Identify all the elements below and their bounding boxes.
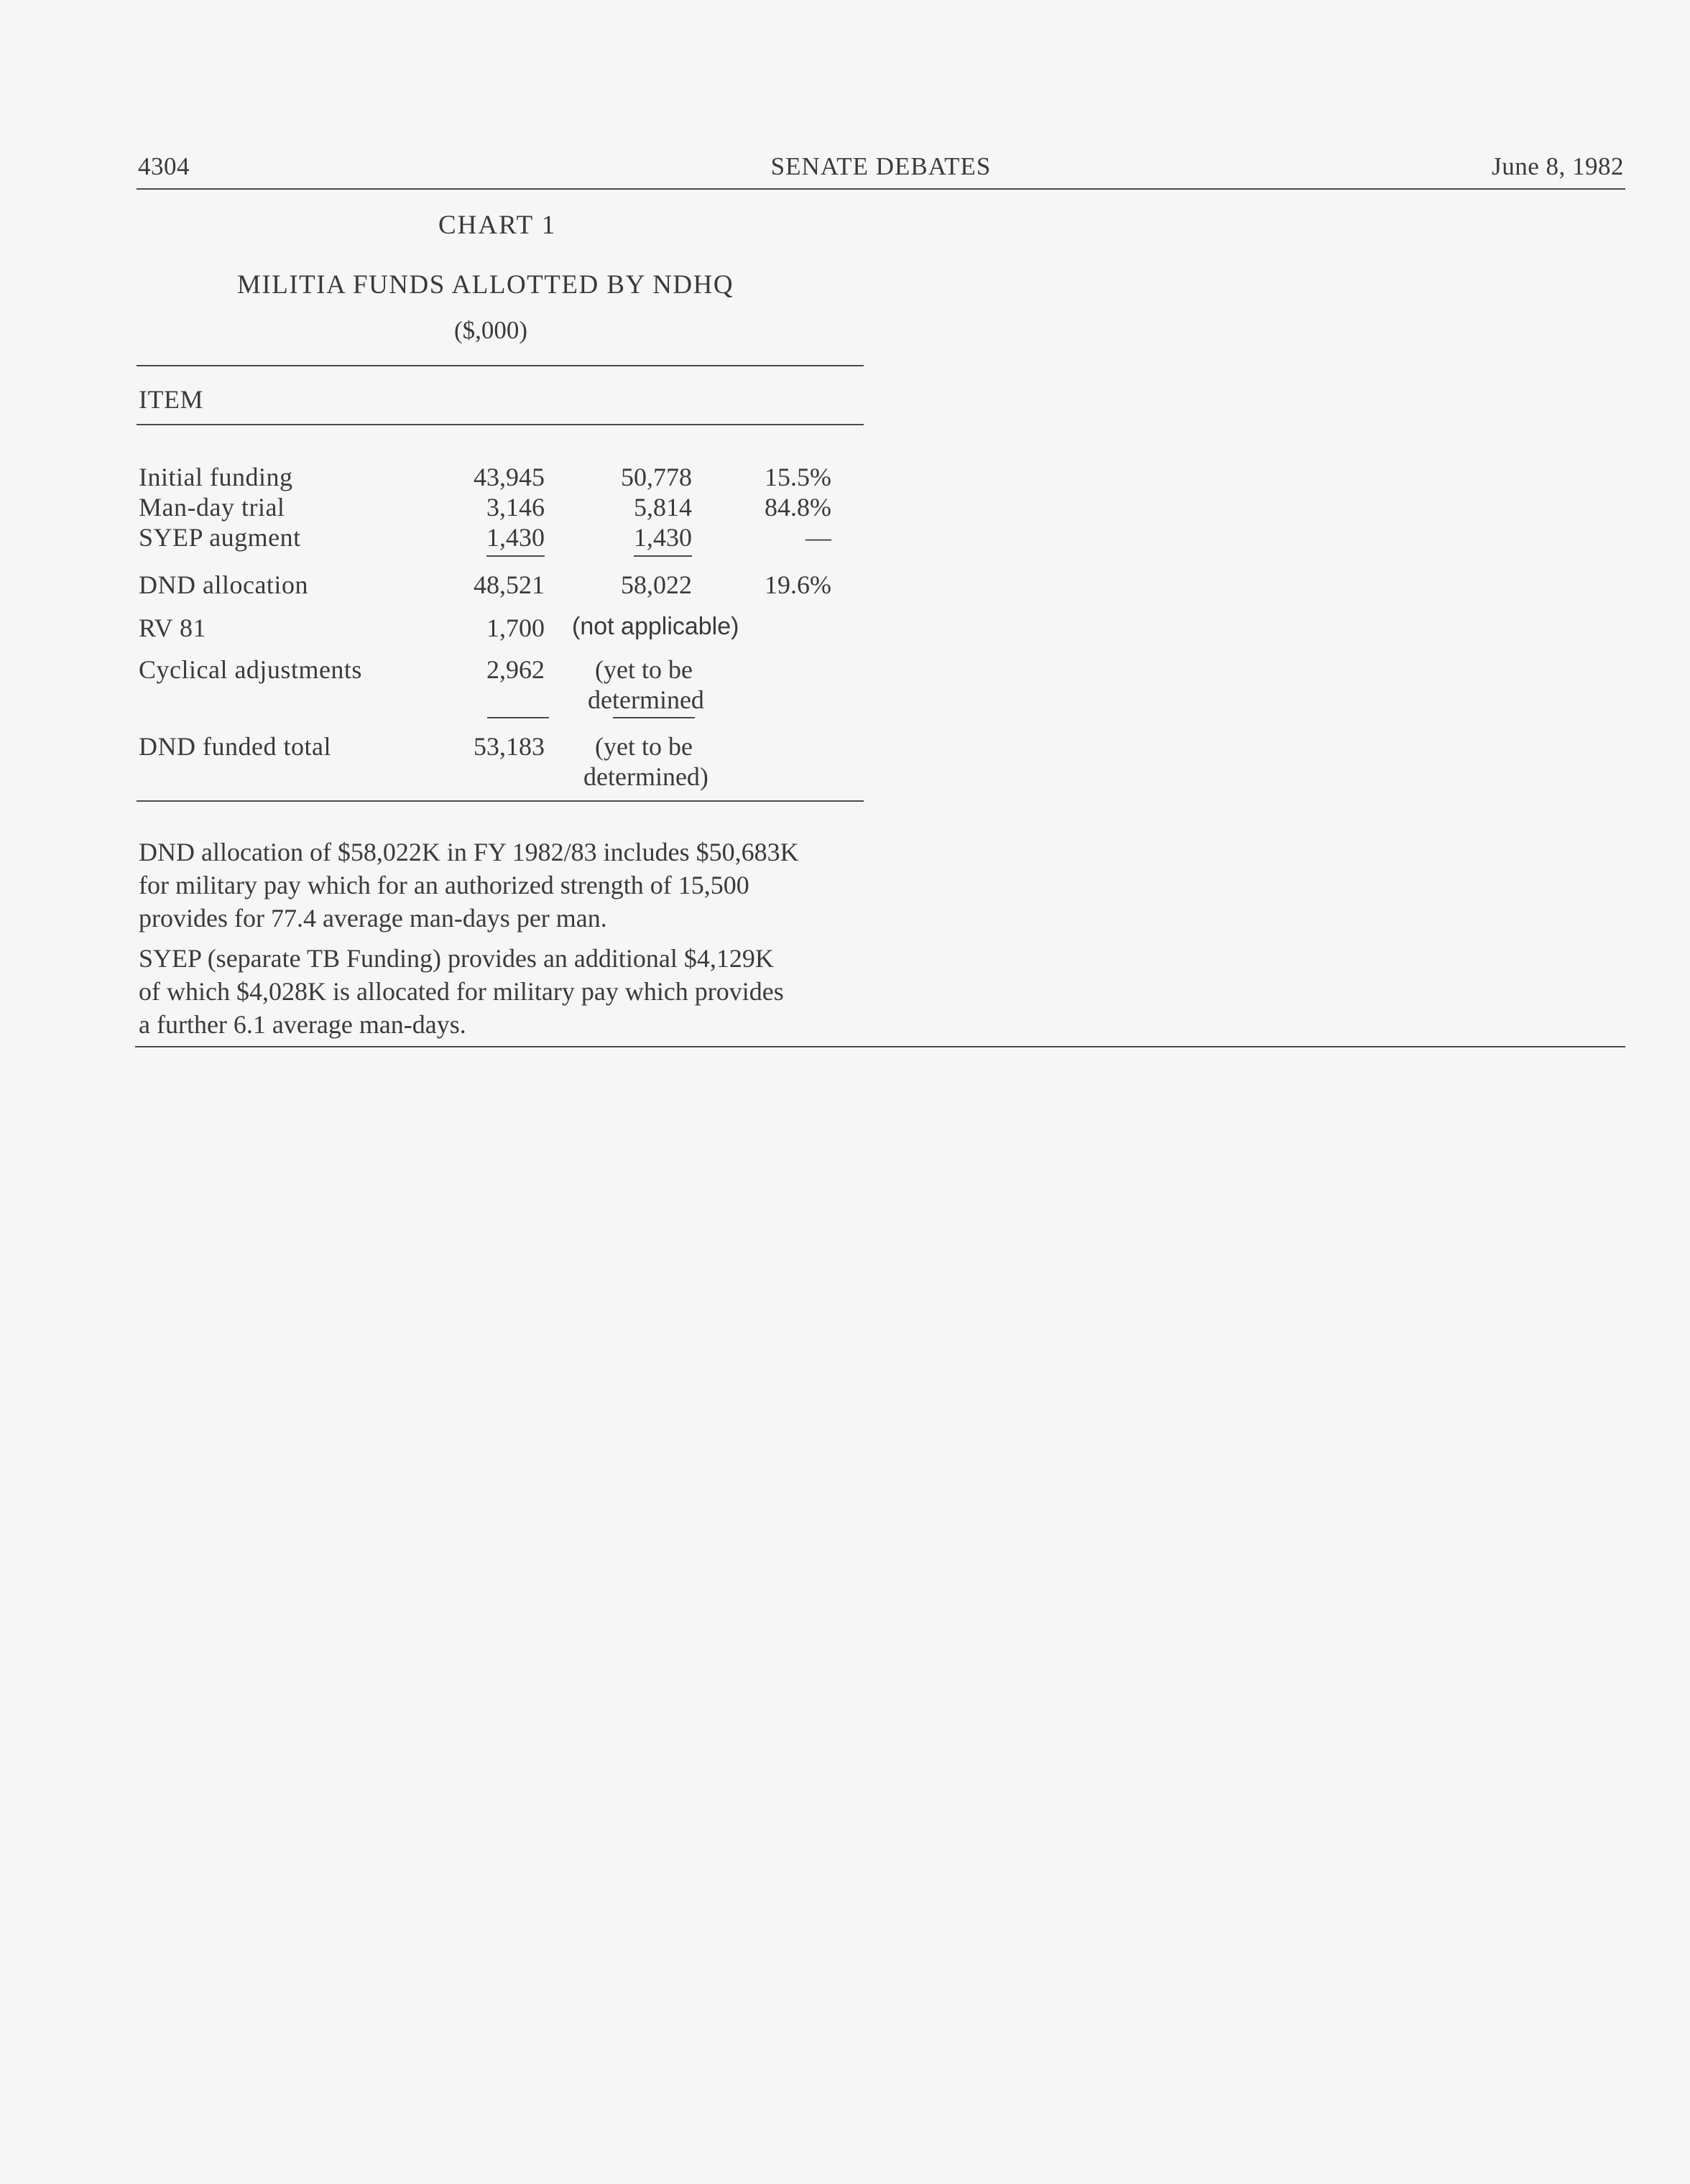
row-item: SYEP augment <box>139 523 301 552</box>
row-increase: 15.5% <box>765 463 831 491</box>
row-item: RV 81 <box>139 614 206 642</box>
row-increase: — <box>805 523 831 552</box>
row-1982: (not applicable) <box>572 613 739 640</box>
chart-title: MILITIA FUNDS ALLOTTED BY NDHQ <box>237 270 734 300</box>
row-1981: 48,521 <box>474 570 545 599</box>
note-line: a further 6.1 average man-days. <box>139 1010 466 1039</box>
publication-title: SENATE DEBATES <box>770 152 992 180</box>
header-bottom-rule <box>137 424 864 425</box>
row-item: Cyclical adjustments <box>139 655 362 684</box>
row-1982-line1: (yet to be <box>595 732 693 761</box>
page-date: June 8, 1982 <box>1492 152 1624 180</box>
note-paragraph <box>139 942 879 1041</box>
subtotal-rule-1982 <box>613 717 695 718</box>
row-1982: 58,022 <box>621 570 692 599</box>
row-item: Man-day trial <box>139 493 285 522</box>
row-1982: 50,778 <box>621 463 692 491</box>
row-1982-line1: (yet to be <box>595 655 693 684</box>
row-item: DND funded total <box>139 732 331 761</box>
row-item: DND allocation <box>139 570 308 599</box>
row-1981: 43,945 <box>474 463 545 491</box>
row-1981: 1,430 <box>486 522 545 557</box>
table-top-rule <box>137 365 864 366</box>
page-number: 4304 <box>138 152 190 180</box>
table-bottom-rule <box>137 800 864 802</box>
row-1982: 1,430 <box>634 522 692 557</box>
row-1982-line2: determined) <box>583 762 708 791</box>
note-line: of which $4,028K is allocated for military pay which provides <box>139 977 784 1006</box>
note-line: SYEP (separate TB Funding) provides an additional $4,129K <box>139 944 774 973</box>
row-item: Initial funding <box>139 463 293 491</box>
row-1981: 1,700 <box>486 614 545 642</box>
row-1981: 3,146 <box>486 493 545 522</box>
row-1981: 53,183 <box>474 732 545 761</box>
note-paragraph <box>139 836 879 935</box>
section-end-rule <box>135 1046 1625 1047</box>
note-line: provides for 77.4 average man-days per man. <box>139 904 607 933</box>
row-1982: 5,814 <box>634 493 692 522</box>
row-1982-line2: determined <box>588 685 704 714</box>
subtotal-rule-1981 <box>487 717 549 718</box>
row-increase: 19.6% <box>765 570 831 599</box>
chart-label: CHART 1 <box>438 210 557 240</box>
row-increase: 84.8% <box>765 493 831 522</box>
row-1981: 2,962 <box>486 655 545 684</box>
page-header <box>138 152 1624 191</box>
note-line: for military pay which for an authorized strength of 15,500 <box>139 871 749 899</box>
header-rule <box>137 188 1625 190</box>
chart-units: ($,000) <box>454 316 528 344</box>
note-line: DND allocation of $58,022K in FY 1982/83 includes $50,683K <box>139 838 799 866</box>
column-header-item: ITEM <box>139 385 203 414</box>
